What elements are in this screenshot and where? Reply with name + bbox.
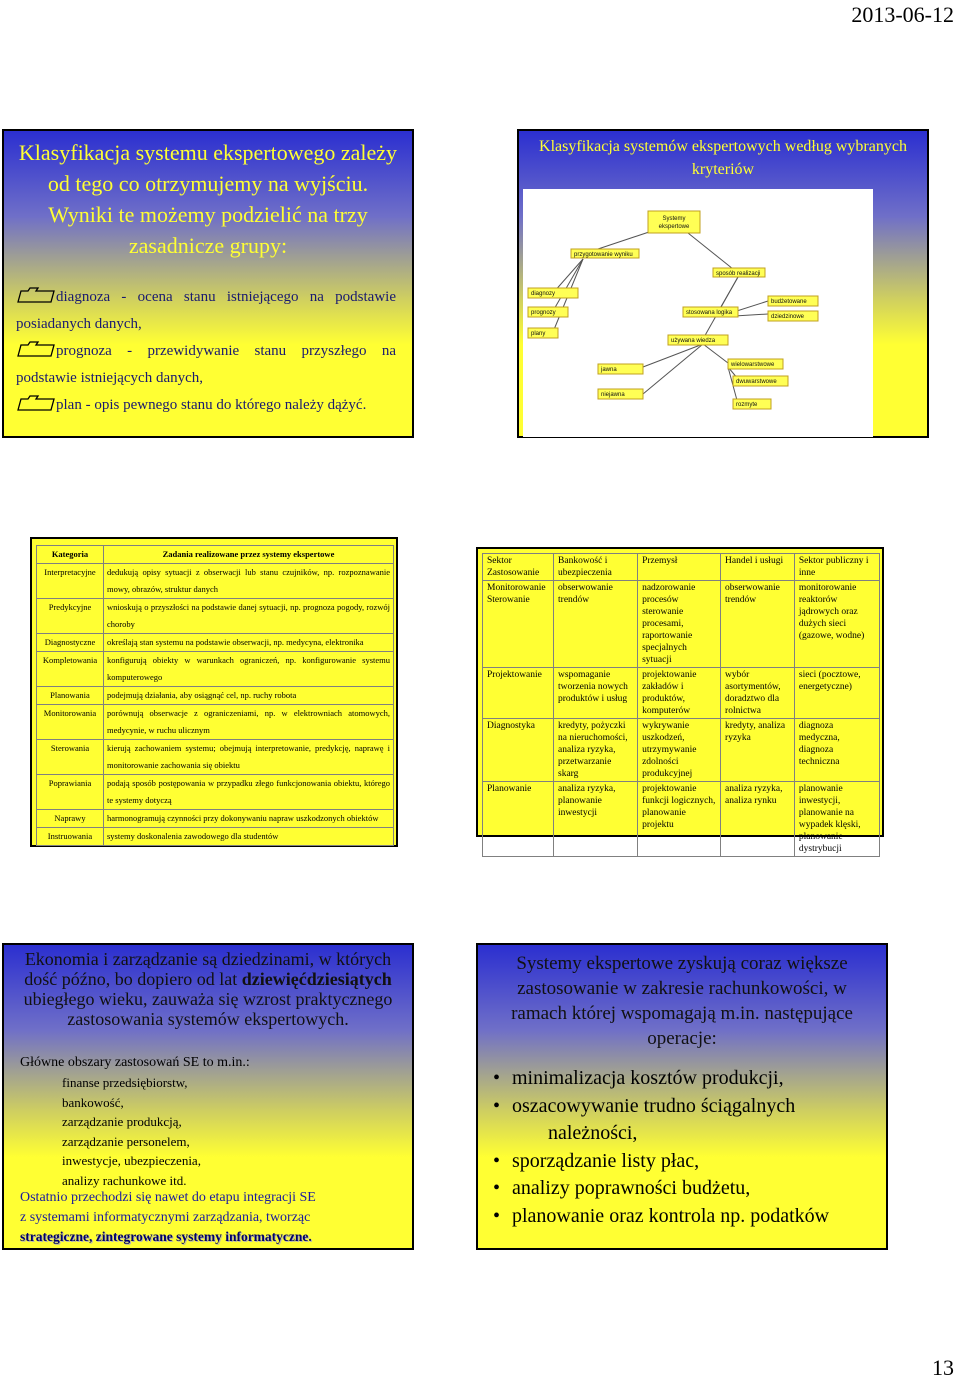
table-row: Diagnostyczne określają stan systemu na podstawie obserwacji, np. medycyna, elektronika: [37, 634, 394, 652]
list-item: • oszacowywanie trudno ściągalnych: [492, 1093, 876, 1121]
list-item: diagnoza - ocena stanu istniejącego na podstawie posiadanych danych,: [16, 284, 396, 338]
table-row: Instruowania systemy doskonalenia zawodowego dla studentów: [37, 828, 394, 846]
list-item: analizy rachunkowe itd.: [62, 1172, 187, 1188]
slide6-list: [492, 1065, 876, 1230]
diagram-box-niejawna: niejawna: [601, 392, 625, 398]
classification-diagram: [523, 189, 873, 437]
diagram-box-plany: plany: [531, 331, 546, 337]
diagram-box-diagnozy: diagnozy: [531, 291, 556, 297]
slide1-list: [16, 284, 396, 419]
slide-task-categories: [30, 537, 398, 847]
folder-outline-icon: [16, 394, 56, 412]
list-item: bankowość,: [62, 1094, 124, 1110]
diagram-box-budzetowane: budżetowane: [771, 299, 807, 305]
slide-sector-applications: [476, 547, 884, 854]
diagram-root-label-1: Systemy: [662, 216, 686, 222]
diagram-root-label-2: ekspertowe: [658, 224, 690, 230]
table-row: Projektowanie wspomaganie tworzenia nowych produktów i usług projektowanie zakładów i produktów, komputerów wybór asortymentów, doradztwo dla rolnictwa sieci (pocztowe, energetyczne): [483, 668, 880, 719]
diagram-box-logika: stosowana logika: [686, 310, 733, 316]
table-row: Kompletowania konfigurują obiekty w warunkach ograniczeń, np. konfigurowanie systemu komputerowego: [37, 652, 394, 687]
table-header-row: Sektor Zastosowanie Bankowość i ubezpieczenia Przemysł Handel i usługi Sektor publiczny i inne: [483, 554, 880, 581]
list-item: • sporządzanie listy płac,: [492, 1148, 876, 1176]
list-item: • minimalizacja kosztów produkcji,: [492, 1065, 876, 1093]
slide6-heading: Systemy ekspertowe zyskują coraz większe zastosowanie w zakresie rachunkowości, w ramach której wspomagają m.in. następujące operacje:: [511, 953, 853, 1049]
list-item: inwestycje, ubezpieczenia,: [62, 1153, 201, 1168]
table-header-row: [37, 546, 394, 564]
slide5-heading-bold: dziewięćdziesiątych: [241, 969, 392, 989]
diagram-branch-left: przygotowanie wyniku: [574, 252, 633, 258]
slide5-lead: Główne obszary zastosowań SE to m.in.:: [20, 1055, 250, 1070]
table-row: Interpretacyjne dedukują opisy sytuacji z obserwacji lub stanu czujników, np. rozpoznawanie mowy, obrazów, struktur danych: [37, 564, 394, 599]
list-item-continuation: należności,: [548, 1122, 638, 1144]
slide-classification-criteria: [517, 129, 929, 438]
slide5-integration-note: Ostatnio przechodzi się nawet do etapu integracji SE z systemami informatycznymi zarządzania, tworząc strategiczne, zintegrowane systemy informatyczne.: [20, 1190, 316, 1244]
slide-accounting: [476, 943, 888, 1250]
slide5-heading: Ekonomia i zarządzanie są dziedzinami, w których dość późno, bo dopiero od lat dziewięćdziesiątych ubiegłego wieku, zauważa się wzrost praktycznego zastosowania systemów ekspertowych.: [23, 949, 393, 1029]
page-number: 13: [932, 1355, 954, 1380]
task-categories-table: [36, 545, 394, 846]
header-date: 2013-06-12: [851, 2, 954, 27]
list-item: finanse przedsiębiorstw,: [62, 1075, 188, 1090]
folder-outline-icon: [16, 340, 56, 358]
list-item: prognoza - przewidywanie stanu przyszłego na podstawie istniejących danych,: [16, 338, 396, 392]
table-row: Predykcyjne wnioskują o przyszłości na podstawie danej sytuacji, np. prognoza pogody, rozwój choroby: [37, 599, 394, 634]
table-row: Planowanie analiza ryzyka, planowanie inwestycji projektowanie funkcji logicznych, planowanie projektu analiza ryzyka, analiza rynku planowanie inwestycji, planowanie na wypadek klęski, planowanie dystrybucji: [483, 782, 880, 857]
column-header-tasks: Zadania realizowane przez systemy ekspertowe: [104, 546, 394, 564]
list-item: zarządzanie produkcją,: [62, 1114, 182, 1129]
sector-applications-table: [482, 553, 880, 857]
list-item: • planowanie oraz kontrola np. podatków: [492, 1203, 876, 1231]
list-item: plan - opis pewnego stanu do którego należy dążyć.: [16, 392, 396, 419]
table-row: Monitorowanie Sterowanie obserwowanie trendów nadzorowanie procesów sterowanie procesami, raportowanie specjalnych sytuacji obserwowanie trendów monitorowanie reaktorów jądrowych oraz dużych sieci (gazowe, wodne): [483, 581, 880, 668]
list-item: • analizy poprawności budżetu,: [492, 1175, 876, 1203]
table-row: Planowania podejmują działania, aby osiągnąć cel, np. ruchy robota: [37, 687, 394, 705]
table-row: Monitorowania porównują obserwacje z ograniczeniami, np. w elektrowniach atomowych, medycynie, w ruchu ulicznym: [37, 705, 394, 740]
column-header-category: Kategoria: [37, 546, 104, 564]
slide-classification-output: [2, 129, 414, 438]
diagram-box-dwuwarstwowe: dwuwarstwowe: [736, 379, 777, 385]
folder-outline-icon: [16, 286, 56, 304]
diagram-box-wiedza: używana wiedza: [671, 338, 716, 344]
slide2-title: Klasyfikacja systemów ekspertowych według wybranych kryteriów: [539, 138, 907, 178]
diagram-box-rozmyte: rozmyte: [736, 402, 758, 408]
slide1-title: Klasyfikacja systemu ekspertowego zależy od tego co otrzymujemy na wyjściu. Wyniki te możemy podzielić na trzy zasadnicze grupy:: [18, 140, 398, 258]
table-row: Diagnostyka kredyty, pożyczki na nieruchomości, analiza ryzyka, przetwarzanie skarg wykrywanie uszkodzeń, utrzymywanie zdolności produkcyjnej kredyty, analiza ryzyka diagnoza medyczna, diagnoza techniczna: [483, 719, 880, 782]
diagram-box-prognozy: prognozy: [531, 310, 556, 316]
table-row: Sterowania kierują zachowaniem systemu; obejmują interpretowanie, predykcję, naprawę i monitorowanie zachowania się obiektu: [37, 740, 394, 775]
diagram-branch-right: sposób realizacji: [716, 271, 761, 277]
table-row: Poprawiania podają sposób postępowania w przypadku złego funkcjonowania obiektu, którego te systemy dotyczą: [37, 775, 394, 810]
slide5-integration-bold: strategiczne, zintegrowane systemy informatyczne.: [20, 1229, 312, 1244]
diagram-box-dziedzinowe: dziedzinowe: [771, 314, 805, 320]
diagram-box-wielowarstwowe: wielowarstwowe: [731, 362, 775, 368]
list-item: zarządzanie personelem,: [62, 1133, 190, 1149]
slide5-list: [62, 1073, 201, 1190]
diagram-box-jawna: jawna: [601, 367, 617, 373]
table-row: Naprawy harmonogramują czynności przy dokonywaniu napraw uszkodzonych obiektów: [37, 810, 394, 828]
slide-economy-management: [2, 943, 414, 1250]
